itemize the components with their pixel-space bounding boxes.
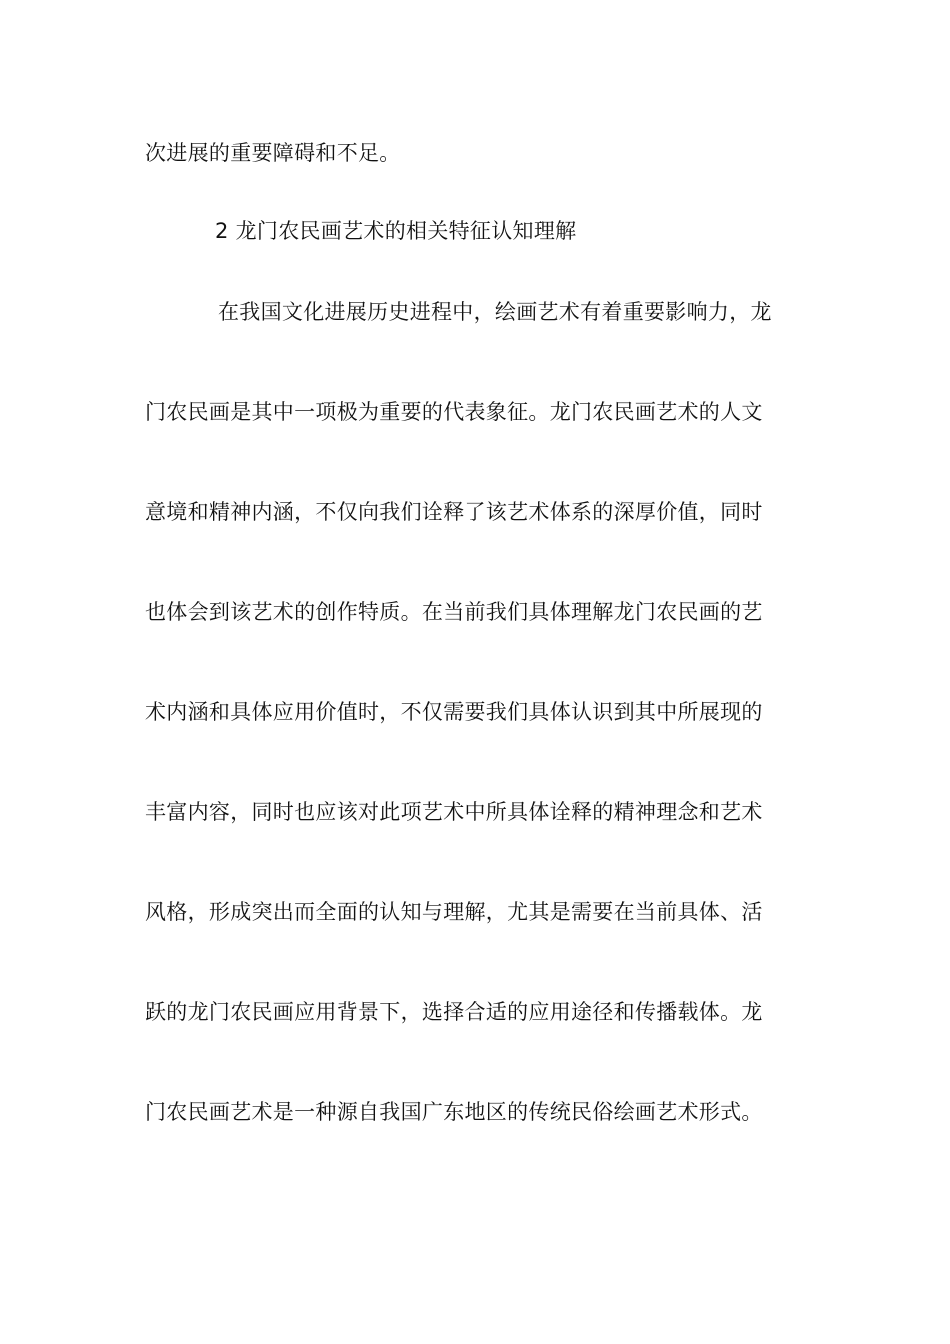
paragraph-line: 跃的龙门农民画应用背景下，选择合适的应用途径和传播载体。龙: [145, 1000, 763, 1024]
paragraph-line: 也体会到该艺术的创作特质。在当前我们具体理解龙门农民画的艺: [145, 600, 763, 624]
paragraph-line-continuation: 次进展的重要障碍和不足。: [145, 141, 401, 165]
paragraph-line: 丰富内容，同时也应该对此项艺术中所具体诠释的精神理念和艺术: [145, 800, 763, 824]
paragraph-line: 意境和精神内涵，不仅向我们诠释了该艺术体系的深厚价值，同时: [145, 500, 763, 524]
paragraph-line: 术内涵和具体应用价值时，不仅需要我们具体认识到其中所展现的: [145, 700, 763, 724]
paragraph-line: 门农民画艺术是一种源自我国广东地区的传统民俗绘画艺术形式。: [145, 1100, 763, 1124]
paragraph-line: 在我国文化进展历史进程中，绘画艺术有着重要影响力，龙: [218, 300, 772, 324]
section-heading: 2 龙门农民画艺术的相关特征认知理解: [215, 219, 577, 243]
paragraph-line: 风格，形成突出而全面的认知与理解，尤其是需要在当前具体、活: [145, 900, 763, 924]
paragraph-line: 门农民画是其中一项极为重要的代表象征。龙门农民画艺术的人文: [145, 400, 763, 424]
